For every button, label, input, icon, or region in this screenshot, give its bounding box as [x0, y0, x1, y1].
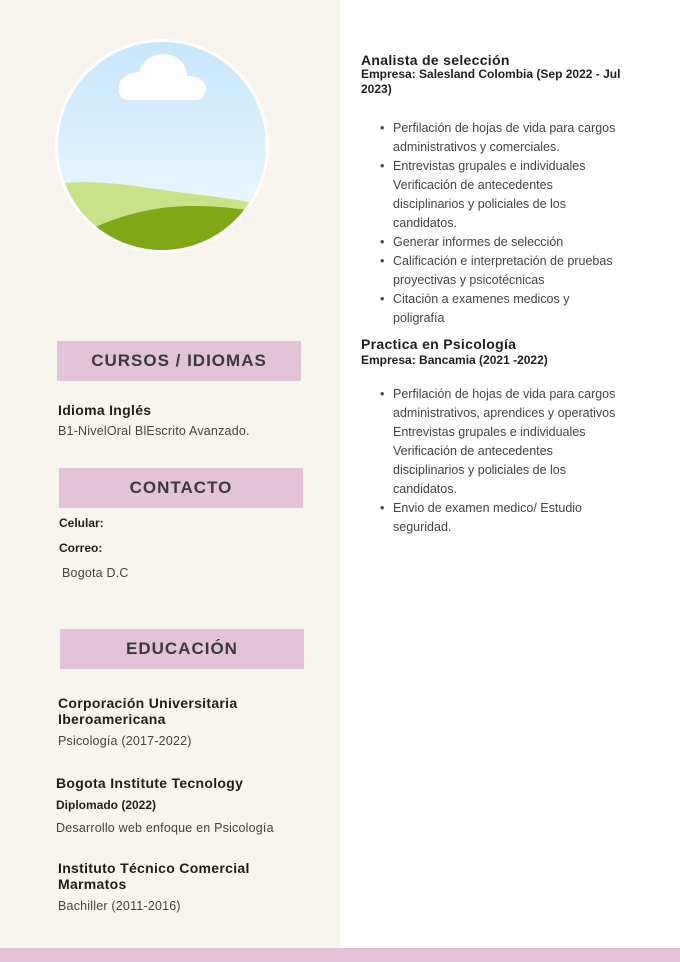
courses-header: CURSOS / IDIOMAS — [57, 341, 301, 381]
contact-header: CONTACTO — [59, 468, 303, 508]
job-2-bullets — [393, 385, 633, 537]
landscape-placeholder-icon — [53, 38, 271, 254]
course-title: Idioma Inglés — [58, 402, 152, 418]
bullet-item: disciplinarios y policiales de los — [393, 197, 566, 211]
bullet-item: • Calificación e interpretación de pruebas — [393, 252, 633, 271]
bottom-accent-bar — [0, 948, 680, 962]
bullet-item: poligrafía — [393, 311, 445, 325]
contact-city: Bogota D.C — [62, 566, 129, 580]
bullet-item: candidatos. — [393, 482, 457, 496]
bullet-item: • Envio de examen medico/ Estudio — [393, 499, 633, 518]
edu-1-detail: Psicología (2017-2022) — [58, 734, 192, 748]
bullet-item: Entrevistas grupales e individuales — [393, 425, 586, 439]
edu-2-title: Bogota Institute Tecnology — [56, 775, 244, 791]
job-1-title: Analista de selección — [361, 52, 510, 68]
edu-2-detail: Desarrollo web enfoque en Psicología — [56, 821, 274, 835]
education-header: EDUCACIÓN — [60, 629, 304, 669]
bullet-item: Verificación de antecedentes — [393, 444, 553, 458]
bullet-item: seguridad. — [393, 520, 452, 534]
bullet-item: • Generar informes de selección — [393, 233, 633, 252]
course-detail: B1-NivelOral BlEscrito Avanzado. — [58, 424, 250, 438]
bullet-item: • Perfilación de hojas de vida para cargos — [393, 385, 633, 404]
edu-1-title-line1: Corporación Universitaria — [58, 695, 238, 711]
job-2-company: Empresa: Bancamia (2021 -2022) — [361, 353, 548, 367]
bullet-item: • Citación a examenes medicos y — [393, 290, 633, 309]
bullet-item: proyectivas y psicotécnicas — [393, 273, 545, 287]
bullet-item: administrativos y comerciales. — [393, 140, 560, 154]
bullet-item: candidatos. — [393, 216, 457, 230]
edu-3-title-line2: Marmatos — [58, 876, 127, 892]
bullet-item: • Entrevistas grupales e individuales — [393, 157, 633, 176]
edu-1-title-line2: Iberoamericana — [58, 711, 166, 727]
job-2-title: Practica en Psicología — [361, 336, 517, 352]
bullet-item: administrativos, aprendices y operativos — [393, 406, 616, 420]
edu-2-subtitle: Diplomado (2022) — [56, 798, 157, 812]
bullet-item: disciplinarios y policiales de los — [393, 463, 566, 477]
job-1-company: Empresa: Salesland Colombia (Sep 2022 - Jul 2023) — [361, 67, 621, 96]
email-label: Correo: — [59, 541, 103, 555]
edu-3-detail: Bachiller (2011-2016) — [58, 899, 181, 913]
bullet-item: • Perfilación de hojas de vida para cargos — [393, 119, 633, 138]
phone-label: Celular: — [59, 516, 104, 530]
bullet-item: Verificación de antecedentes — [393, 178, 553, 192]
job-1-bullets — [393, 119, 633, 328]
edu-3-title-line1: Instituto Técnico Comercial — [58, 860, 250, 876]
